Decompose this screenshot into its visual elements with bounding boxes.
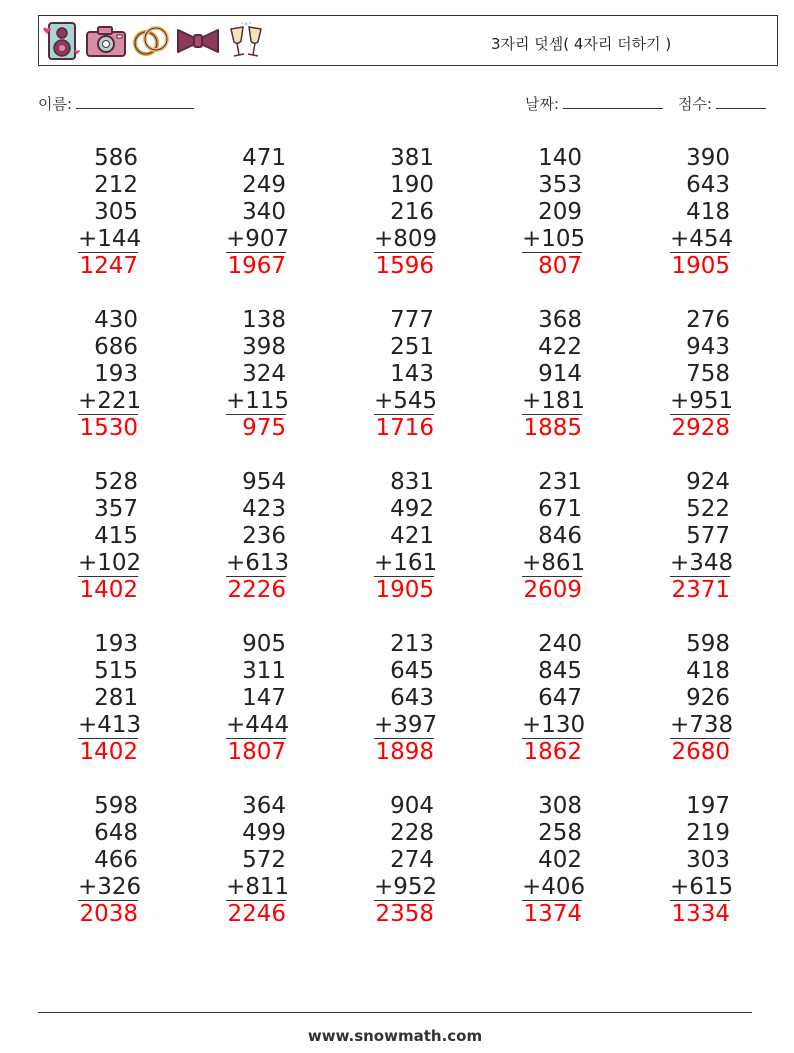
problem-column (374, 631, 438, 766)
addend: 499 (242, 820, 286, 846)
addend: 577 (686, 523, 730, 549)
answer: 1967 (227, 253, 286, 279)
addend: 258 (538, 820, 582, 846)
addend: 831 (390, 469, 434, 495)
last-addend: +130 (522, 712, 586, 738)
addition-problem (482, 631, 630, 793)
answer: 2226 (227, 577, 286, 603)
last-addend: +861 (522, 550, 586, 576)
addend: 398 (242, 334, 286, 360)
answer: 1898 (375, 739, 434, 765)
problem-column (226, 145, 290, 280)
addend: 364 (242, 793, 286, 819)
last-addend: +413 (78, 712, 142, 738)
addition-problem (482, 307, 630, 469)
addend: 926 (686, 685, 730, 711)
addend: 249 (242, 172, 286, 198)
addition-problem (334, 793, 482, 955)
problem-column (522, 145, 586, 280)
answer: 2246 (227, 901, 286, 927)
addend: 914 (538, 361, 582, 387)
answer: 1885 (523, 415, 582, 441)
problem-column (226, 469, 290, 604)
answer: 1716 (375, 415, 434, 441)
addend: 390 (686, 145, 730, 171)
addend: 415 (94, 523, 138, 549)
last-addend: +221 (78, 388, 142, 414)
answer: 2038 (79, 901, 138, 927)
answer: 1530 (79, 415, 138, 441)
addend: 219 (686, 820, 730, 846)
addend: 236 (242, 523, 286, 549)
problem-column (78, 631, 142, 766)
addend: 357 (94, 496, 138, 522)
addend: 216 (390, 199, 434, 225)
addend: 303 (686, 847, 730, 873)
addend: 143 (390, 361, 434, 387)
last-addend: +406 (522, 874, 586, 900)
problem-column (670, 307, 734, 442)
addend: 430 (94, 307, 138, 333)
addend: 758 (686, 361, 730, 387)
problem-column (522, 631, 586, 766)
addend: 138 (242, 307, 286, 333)
addend: 381 (390, 145, 434, 171)
addition-problem (186, 793, 334, 955)
addend: 466 (94, 847, 138, 873)
bowtie-icon (175, 26, 221, 56)
addend: 421 (390, 523, 434, 549)
answer: 1905 (671, 253, 730, 279)
answer: 975 (242, 415, 286, 441)
addition-problem (630, 793, 778, 955)
addition-problem (334, 469, 482, 631)
addend: 924 (686, 469, 730, 495)
score-field (678, 93, 766, 114)
addend: 212 (94, 172, 138, 198)
rings-icon (131, 23, 171, 59)
problem-column (522, 307, 586, 442)
last-addend: +348 (670, 550, 734, 576)
camera-icon (85, 24, 127, 58)
problem-column (670, 793, 734, 928)
addend: 598 (686, 631, 730, 657)
speaker-icon (43, 21, 81, 61)
addend: 193 (94, 631, 138, 657)
answer: 1402 (79, 577, 138, 603)
addition-problem (186, 631, 334, 793)
answer: 2680 (671, 739, 730, 765)
addition-problem (38, 793, 186, 955)
addition-problem (334, 631, 482, 793)
addend: 686 (94, 334, 138, 360)
answer: 1334 (671, 901, 730, 927)
addend: 572 (242, 847, 286, 873)
addend: 251 (390, 334, 434, 360)
addend: 643 (390, 685, 434, 711)
addend: 598 (94, 793, 138, 819)
last-addend: +144 (78, 226, 142, 252)
addition-problem (334, 145, 482, 307)
problem-column (374, 469, 438, 604)
addend: 528 (94, 469, 138, 495)
last-addend: +102 (78, 550, 142, 576)
problem-column (522, 793, 586, 928)
addition-problem (630, 145, 778, 307)
addend: 522 (686, 496, 730, 522)
addend: 671 (538, 496, 582, 522)
date-field (525, 93, 663, 114)
answer: 807 (538, 253, 582, 279)
addition-problem (38, 469, 186, 631)
addend: 647 (538, 685, 582, 711)
last-addend: +545 (374, 388, 438, 414)
last-addend: +181 (522, 388, 586, 414)
problem-column (374, 145, 438, 280)
last-addend: +811 (226, 874, 290, 900)
last-addend: +615 (670, 874, 734, 900)
answer: 2609 (523, 577, 582, 603)
addend: 777 (390, 307, 434, 333)
addend: 190 (390, 172, 434, 198)
last-addend: +738 (670, 712, 734, 738)
last-addend: +454 (670, 226, 734, 252)
addend: 228 (390, 820, 434, 846)
last-addend: +326 (78, 874, 142, 900)
last-addend: +809 (374, 226, 438, 252)
problem-column (78, 469, 142, 604)
addend: 368 (538, 307, 582, 333)
addend: 240 (538, 631, 582, 657)
addend: 147 (242, 685, 286, 711)
problem-column (78, 145, 142, 280)
addend: 645 (390, 658, 434, 684)
problem-column (374, 307, 438, 442)
addition-problem (630, 469, 778, 631)
last-addend: +951 (670, 388, 734, 414)
problem-column (670, 145, 734, 280)
answer: 1905 (375, 577, 434, 603)
addend: 193 (94, 361, 138, 387)
addend: 402 (538, 847, 582, 873)
answer: 2358 (375, 901, 434, 927)
addend: 648 (94, 820, 138, 846)
addition-problem (482, 469, 630, 631)
addend: 471 (242, 145, 286, 171)
problem-column (670, 631, 734, 766)
addend: 943 (686, 334, 730, 360)
last-addend: +161 (374, 550, 438, 576)
worksheet-title: 3자리 덧셈( 4자리 더하기 ) (491, 35, 672, 53)
answer: 1596 (375, 253, 434, 279)
addend: 305 (94, 199, 138, 225)
score-label: 점수: (678, 95, 713, 113)
date-blank[interactable] (563, 94, 663, 109)
problem-grid (38, 145, 778, 955)
problem-column (522, 469, 586, 604)
addition-problem (186, 145, 334, 307)
last-addend: +952 (374, 874, 438, 900)
answer: 2928 (671, 415, 730, 441)
name-blank[interactable] (76, 94, 194, 109)
addend: 340 (242, 199, 286, 225)
addend: 492 (390, 496, 434, 522)
addend: 213 (390, 631, 434, 657)
addend: 197 (686, 793, 730, 819)
addend: 231 (538, 469, 582, 495)
problem-column (670, 469, 734, 604)
champagne-glasses-icon (225, 21, 267, 61)
answer: 1807 (227, 739, 286, 765)
addend: 643 (686, 172, 730, 198)
name-field (38, 93, 194, 114)
addend: 140 (538, 145, 582, 171)
answer: 2371 (671, 577, 730, 603)
addend: 515 (94, 658, 138, 684)
last-addend: +444 (226, 712, 290, 738)
addend: 422 (538, 334, 582, 360)
addend: 311 (242, 658, 286, 684)
score-blank[interactable] (716, 94, 766, 109)
date-label: 날짜: (525, 95, 560, 113)
addend: 423 (242, 496, 286, 522)
problem-column (226, 793, 290, 928)
last-addend: +613 (226, 550, 290, 576)
last-addend: +105 (522, 226, 586, 252)
addition-problem (482, 793, 630, 955)
name-label: 이름: (38, 95, 73, 113)
worksheet-header (38, 15, 778, 66)
addition-problem (186, 469, 334, 631)
addend: 846 (538, 523, 582, 549)
addend: 308 (538, 793, 582, 819)
last-addend: +115 (226, 388, 290, 414)
addend: 209 (538, 199, 582, 225)
addend: 418 (686, 199, 730, 225)
addend: 586 (94, 145, 138, 171)
addition-problem (38, 307, 186, 469)
problem-column (78, 307, 142, 442)
problem-column (78, 793, 142, 928)
footer-divider (38, 1012, 752, 1013)
addend: 324 (242, 361, 286, 387)
addition-problem (38, 145, 186, 307)
addition-problem (630, 631, 778, 793)
answer: 1247 (79, 253, 138, 279)
header-icons (43, 19, 267, 63)
problem-column (226, 307, 290, 442)
addition-problem (630, 307, 778, 469)
addend: 276 (686, 307, 730, 333)
last-addend: +907 (226, 226, 290, 252)
addition-problem (482, 145, 630, 307)
answer: 1374 (523, 901, 582, 927)
addend: 905 (242, 631, 286, 657)
addend: 418 (686, 658, 730, 684)
addend: 904 (390, 793, 434, 819)
addend: 954 (242, 469, 286, 495)
addend: 274 (390, 847, 434, 873)
answer: 1862 (523, 739, 582, 765)
footer-site: www.snowmath.com (307, 1027, 483, 1045)
problem-column (374, 793, 438, 928)
problem-column (226, 631, 290, 766)
answer: 1402 (79, 739, 138, 765)
addend: 353 (538, 172, 582, 198)
addition-problem (186, 307, 334, 469)
last-addend: +397 (374, 712, 438, 738)
addend: 281 (94, 685, 138, 711)
addition-problem (38, 631, 186, 793)
addend: 845 (538, 658, 582, 684)
addition-problem (334, 307, 482, 469)
